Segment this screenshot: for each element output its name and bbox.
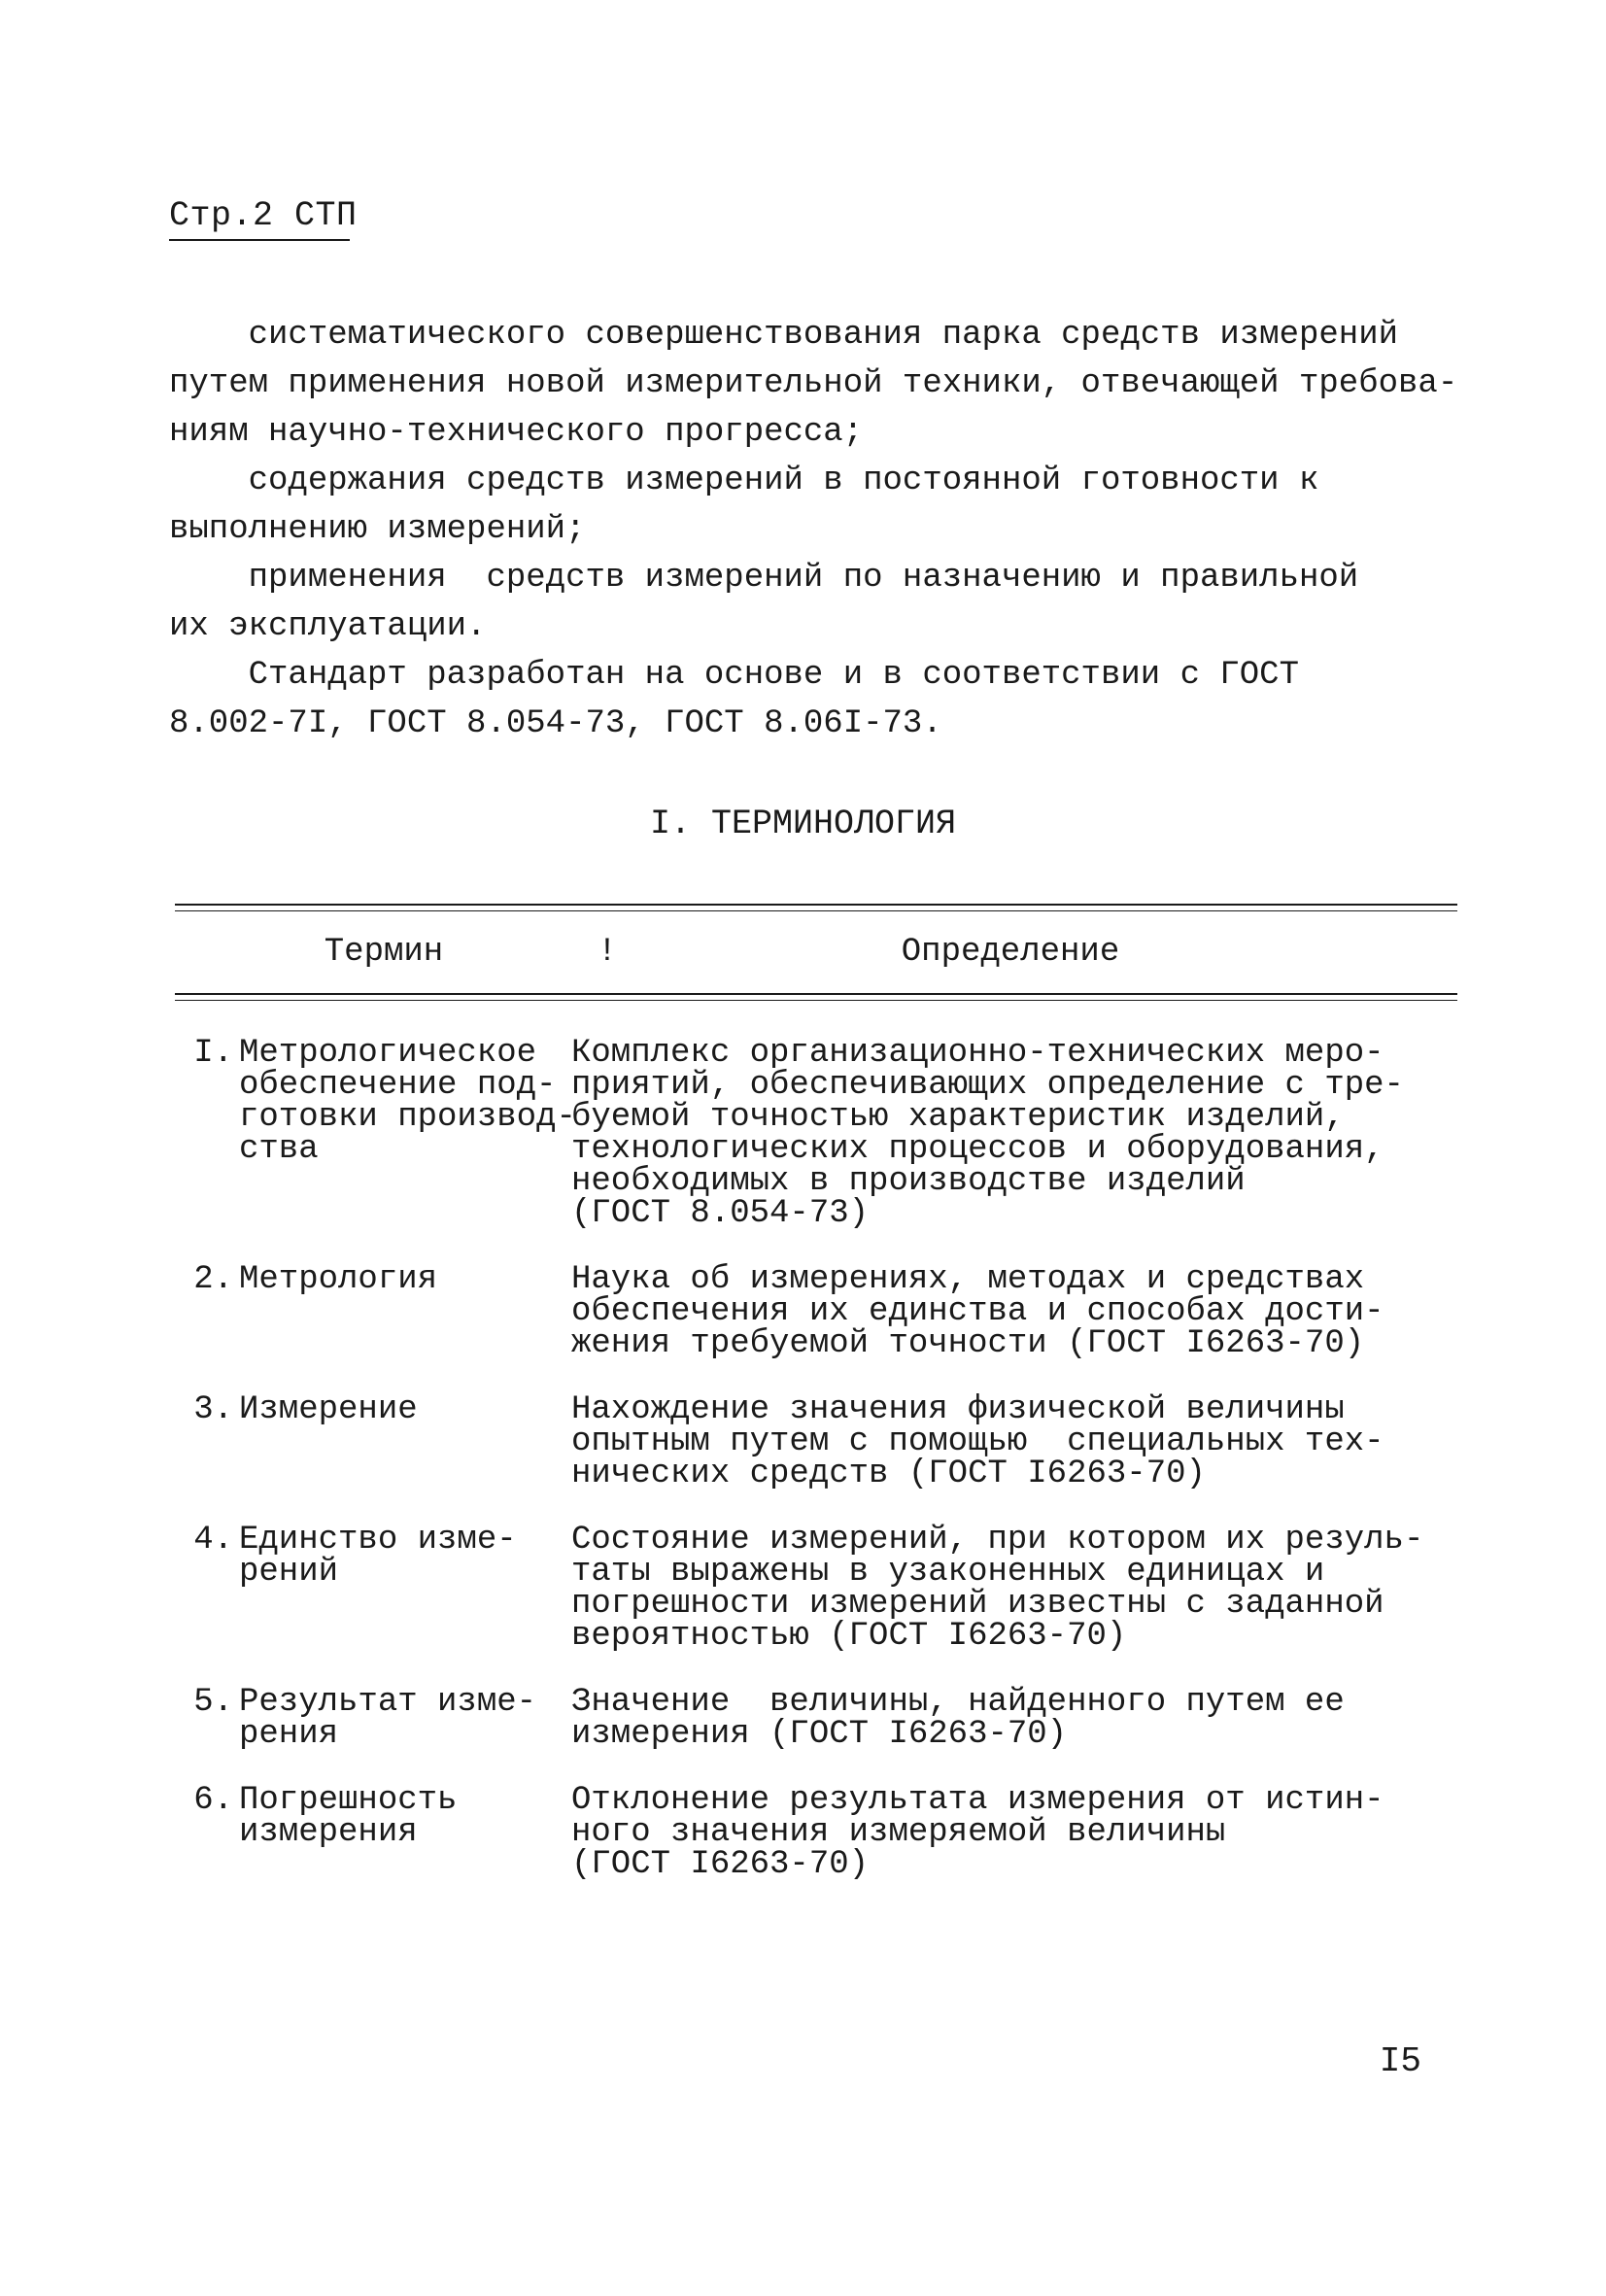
table-row	[175, 1261, 1457, 1362]
row-definition: Отклонение результата измерения от истин- ного значения измеряемой величины (ГОСТ I6263-70)	[571, 1782, 1384, 1883]
intro-paragraph: систематического совершенствования парка средств измерений путем применения новой измерительной техники, отвечающей требова- ниям научно-технического прогресса;	[169, 317, 1458, 451]
table-row	[175, 1391, 1457, 1492]
row-number: 2.	[193, 1261, 233, 1298]
header-separator: !	[597, 934, 618, 971]
row-number: 3.	[193, 1391, 233, 1428]
header-underline	[169, 239, 350, 241]
table-row	[175, 1684, 1457, 1753]
table-header	[175, 911, 1457, 993]
row-definition: Нахождение значения физической величины опытным путем с помощью специальных тех- нических средств (ГОСТ I6263-70)	[571, 1391, 1384, 1492]
row-definition: Наука об измерениях, методах и средствах обеспечения их единства и способах дости- жения требуемой точности (ГОСТ I6263-70)	[571, 1261, 1384, 1362]
table-body	[175, 1001, 1457, 1881]
header-definition: Определение	[901, 934, 1120, 971]
row-term: Метрология	[239, 1261, 438, 1298]
row-term: Результат изме- рения	[239, 1684, 537, 1753]
intro-paragraph: содержания средств измерений в постоянной готовности к выполнению измерений;	[169, 463, 1319, 548]
terminology-table	[175, 904, 1457, 1881]
intro-paragraph: Стандарт разработан на основе и в соответствии с ГОСТ 8.002-7I, ГОСТ 8.054-73, ГОСТ 8.06I-73.	[169, 657, 1299, 742]
intro-text	[169, 311, 1471, 748]
row-definition: Состояние измерений, при котором их резуль- таты выражены в узаконенных единицах и погрешности измерений известны с заданной вероятностью (ГОСТ I6263-70)	[571, 1522, 1424, 1655]
row-number: 4.	[193, 1522, 233, 1559]
header-term: Термин	[324, 934, 444, 971]
row-definition: Комплекс организационно-технических меро- приятий, обеспечивающих определение с тре- буемой точностью характеристик изделий, технологических процессов и оборудования, необходимых в производстве изделий (ГОСТ 8.054-73)	[571, 1035, 1404, 1232]
table-row	[175, 1522, 1457, 1655]
row-term: Погрешность измерения	[239, 1782, 458, 1851]
page-number: I5	[1379, 2041, 1421, 2081]
row-term: Единство изме- рений	[239, 1522, 517, 1591]
row-term: Измерение	[239, 1391, 418, 1428]
page-header: Стр.2 СТП	[169, 196, 358, 235]
intro-paragraph: применения средств измерений по назначению и правильной их эксплуатации.	[169, 560, 1359, 645]
row-number: 5.	[193, 1684, 233, 1721]
table-row	[175, 1035, 1457, 1232]
table-top-rule	[175, 904, 1457, 911]
table-header-rule	[175, 993, 1457, 1001]
row-definition: Значение величины, найденного путем ее измерения (ГОСТ I6263-70)	[571, 1684, 1345, 1753]
section-title: I. ТЕРМИНОЛОГИЯ	[649, 805, 957, 843]
row-term: Метрологическое обеспечение под- готовки производ- ства	[239, 1035, 576, 1168]
row-number: 6.	[193, 1782, 233, 1819]
table-row	[175, 1782, 1457, 1883]
row-number: I.	[193, 1035, 233, 1072]
